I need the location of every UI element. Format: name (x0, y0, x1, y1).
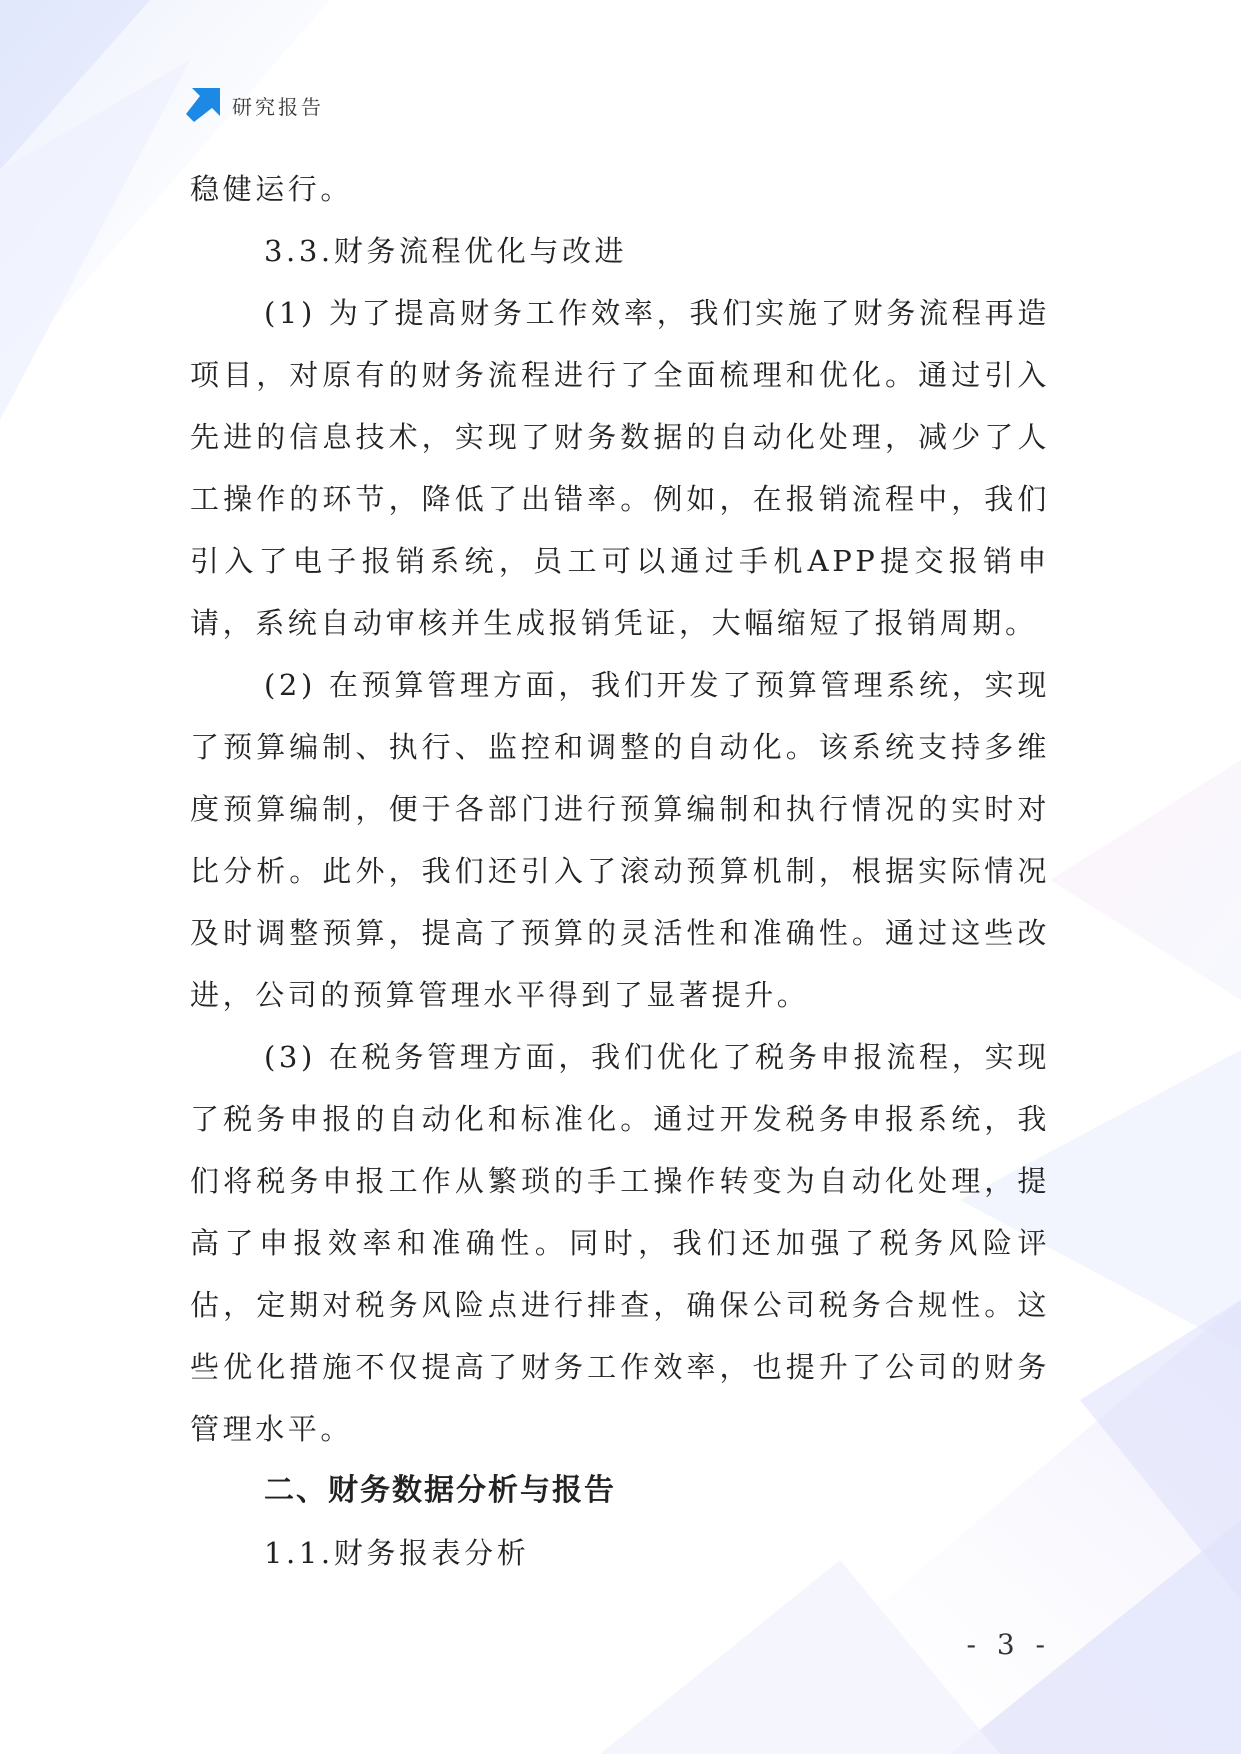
paragraph-2: (2) 在预算管理方面，我们开发了预算管理系统，实现了预算编制、执行、监控和调整的自动化。该系统支持多维度预算编制，便于各部门进行预算编制和执行情况的实时对比分析。此外，我们还引入了滚动预算机制，根据实际情况及时调整预算，提高了预算的灵活性和准确性。通过这些改进，公司的预算管理水平得到了显著提升。 (190, 668, 1050, 1012)
arrow-up-right-icon (186, 88, 220, 122)
header-label: 研究报告 (232, 94, 324, 119)
page-number: - 3 - (966, 1628, 1051, 1661)
document-body (190, 158, 1050, 1584)
page-header (186, 88, 324, 122)
chapter-heading-2: 二、财务数据分析与报告 (264, 1473, 616, 1508)
paragraph-continuation: 稳健运行。 (190, 172, 354, 206)
paragraph-1: (1) 为了提高财务工作效率，我们实施了财务流程再造项目，对原有的财务流程进行了全面梳理和优化。通过引入先进的信息技术，实现了财务数据的自动化处理，减少了人工操作的环节，降低了出错率。例如，在报销流程中，我们引入了电子报销系统，员工可以通过手机APP提交报销申请，系统自动审核并生成报销凭证，大幅缩短了报销周期。 (190, 296, 1050, 640)
paragraph-3: (3) 在税务管理方面，我们优化了税务申报流程，实现了税务申报的自动化和标准化。通过开发税务申报系统，我们将税务申报工作从繁琐的手工操作转变为自动化处理，提高了申报效率和准确性。同时，我们还加强了税务风险评估，定期对税务风险点进行排查，确保公司税务合规性。这些优化措施不仅提高了财务工作效率，也提升了公司的财务管理水平。 (190, 1040, 1050, 1446)
section-heading-1-1: 1.1.财务报表分析 (264, 1536, 530, 1570)
section-heading-3-3: 3.3.财务流程优化与改进 (264, 234, 628, 268)
